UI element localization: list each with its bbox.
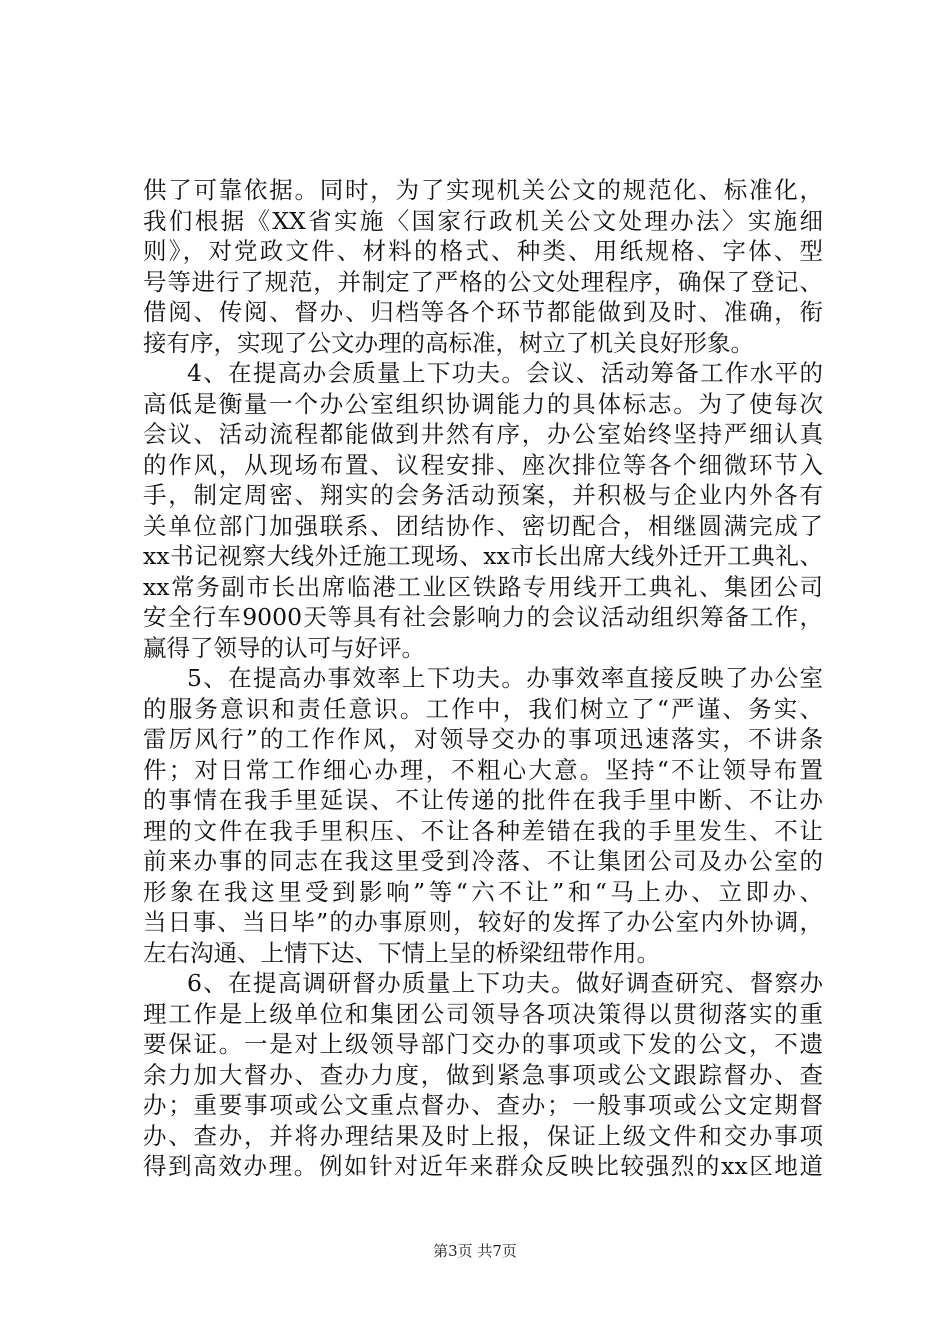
- text-line: 件；对日常工作细心办理，不粗心大意。坚持“不让领导布置: [143, 755, 823, 784]
- text-line: 办、查办，并将办理结果及时上报，保证上级文件和交办事项: [143, 1121, 823, 1150]
- text-line: 理工作是上级单位和集团公司领导各项决策得以贯彻落实的重: [143, 999, 823, 1028]
- text-line: 得到高效办理。例如针对近年来群众反映比较强烈的xx区地道: [143, 1152, 823, 1180]
- page-number-footer: 第3页 共7页: [433, 1242, 517, 1260]
- text-line: 雷厉风行”的工作作风，对领导交办的事项迅速落实，不讲条: [143, 725, 823, 753]
- text-line: 我们根据《XX省实施〈国家行政机关公文处理办法〉实施细: [143, 206, 823, 235]
- text-line: 赢得了领导的认可与好评。: [143, 633, 425, 662]
- text-line: 会议、活动流程都能做到井然有序，办公室始终坚持严细认真: [143, 420, 823, 448]
- text-line: 手，制定周密、翔实的会务活动预案，并积极与企业内外各有: [143, 481, 823, 509]
- text-line: 左右沟通、上情下达、下情上呈的桥梁纽带作用。: [143, 938, 660, 967]
- text-line: xx书记视察大线外迁施工现场、xx市长出席大线外迁开工典礼、: [143, 542, 823, 570]
- text-line: 接有序，实现了公文办理的高标准，树立了机关良好形象。: [143, 328, 754, 357]
- text-line: 的事情在我手里延误、不让传递的批件在我手里中断、不让办: [143, 786, 823, 814]
- text-line: 要保证。一是对上级领导部门交办的事项或下发的公文，不遗: [143, 1030, 823, 1058]
- text-line: 则》，对党政文件、材料的格式、种类、用纸规格、字体、型: [143, 237, 823, 265]
- text-line: 的服务意识和责任意识。工作中，我们树立了“严谨、务实、: [143, 694, 823, 723]
- text-line: 前来办事的同志在我这里受到冷落、不让集团公司及办公室的: [143, 847, 823, 875]
- text-line: 理的文件在我手里积压、不让各种差错在我的手里发生、不让: [143, 816, 823, 845]
- text-line: 借阅、传阅、督办、归档等各个环节都能做到及时、准确，衔: [143, 298, 823, 326]
- text-line: 高低是衡量一个办公室组织协调能力的具体标志。为了使每次: [143, 389, 823, 418]
- text-line: 形象在我这里受到影响”等“六不让”和“马上办、立即办、: [143, 877, 823, 906]
- document-body: [143, 175, 823, 1182]
- text-line: 号等进行了规范，并制定了严格的公文处理程序，确保了登记、: [143, 267, 823, 296]
- paragraph-5-first-line: 5、在提高办事效率上下功夫。办事效率直接反映了办公室: [187, 664, 823, 692]
- paragraph-4-first-line: 4、在提高办会质量上下功夫。会议、活动筹备工作水平的: [187, 359, 823, 387]
- text-line: 当日事、当日毕”的办事原则，较好的发挥了办公室内外协调，: [143, 908, 823, 936]
- text-line: 余力加大督办、查办力度，做到紧急事项或公文跟踪督办、查: [143, 1060, 823, 1089]
- text-line: 安全行车9000天等具有社会影响力的会议活动组织筹备工作，: [143, 603, 823, 631]
- text-line: 关单位部门加强联系、团结协作、密切配合，相继圆满完成了: [143, 511, 823, 540]
- text-line: xx常务副市长出席临港工业区铁路专用线开工典礼、集团公司: [143, 572, 823, 601]
- text-line: 的作风，从现场布置、议程安排、座次排位等各个细微环节入: [143, 450, 823, 479]
- paragraph-6-first-line: 6、在提高调研督办质量上下功夫。做好调查研究、督察办: [187, 969, 823, 997]
- text-line: 供了可靠依据。同时，为了实现机关公文的规范化、标准化，: [143, 176, 823, 204]
- text-line: 办；重要事项或公文重点督办、查办；一般事项或公文定期督: [143, 1091, 823, 1119]
